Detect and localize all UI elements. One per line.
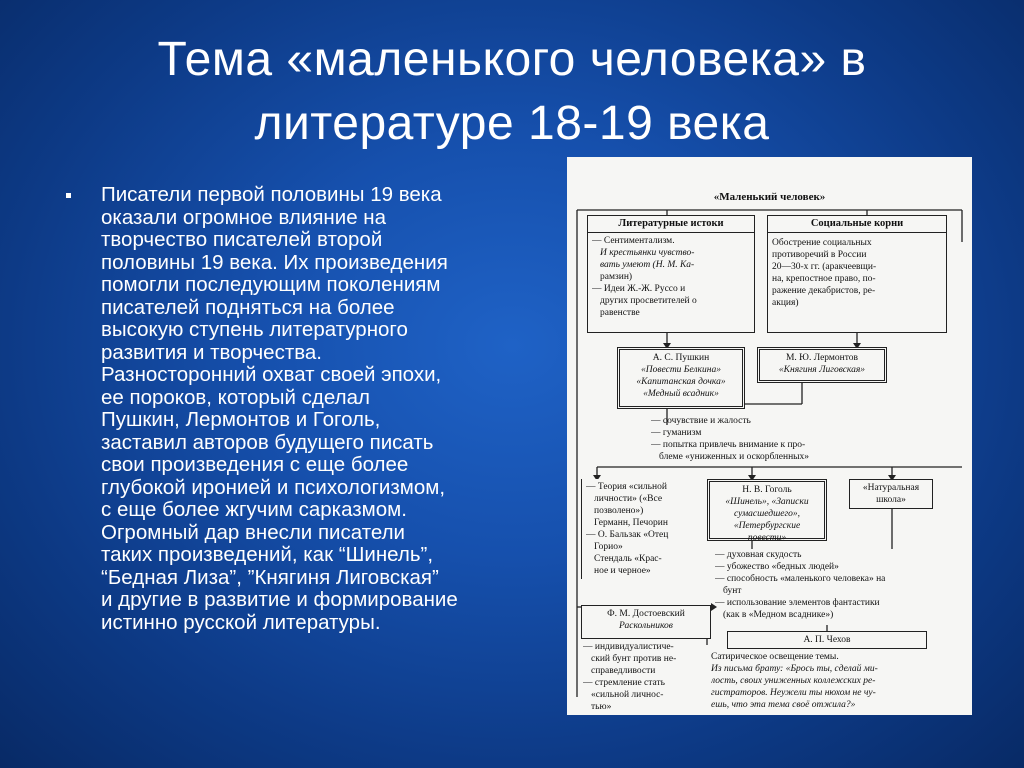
gogol-line: Н. В. Гоголь — [742, 485, 792, 495]
theme2-line: — духовная скудость — [715, 550, 802, 560]
theme-line: — попытка привлечь внимание к про- — [651, 440, 806, 450]
lit-sources-header: Литературные истоки — [618, 218, 724, 229]
lit-line: вать умеют (Н. М. Ка- — [600, 259, 695, 270]
lit-line: равенстве — [600, 307, 640, 318]
lit-line: — Идеи Ж.-Ж. Руссо и — [592, 283, 686, 294]
natural-school-box — [849, 479, 933, 509]
lermontov-line: «Княгиня Лиговская» — [778, 365, 866, 375]
chekhov-text — [711, 651, 961, 711]
pushkin-line: «Медный всадник» — [643, 389, 719, 399]
gogol-line: «Петербургские — [733, 521, 801, 531]
lermontov-box — [757, 347, 887, 383]
social-roots-header: Социальные корни — [810, 218, 904, 229]
social-line: акция) — [772, 297, 799, 308]
lit-line: И крестьянки чувство- — [600, 247, 695, 258]
chekhov-line: Из письма брату: «Брось ты, сделай ми- — [711, 664, 878, 674]
revolt-line: тью» — [591, 702, 612, 712]
bullet-marker — [66, 193, 71, 198]
lermontov-line: М. Ю. Лермонтов — [785, 353, 859, 363]
slide-title — [20, 28, 1004, 156]
themes-1 — [651, 415, 951, 463]
theory-line: Стендаль «Крас- — [594, 554, 662, 564]
revolt-text — [583, 641, 705, 713]
social-line: ражение декабристов, ре- — [772, 285, 876, 296]
social-line: Обострение социальных — [772, 237, 872, 248]
theme2-line: — способность «маленького человека» на — [715, 574, 886, 584]
theory-line: Германн, Печорин — [594, 518, 668, 528]
social-line: 20—30-х гг. (аракчеевщи- — [772, 261, 877, 272]
bullet-text: Писатели первой половины 19 века оказали огромное влияние на творчество писателей второй половины 19 века. Их произведения помогли последующим поколениям писателей подняться на более высокую ступень литературного развития и творчества. Разносторонний охват своей эпохи, ее пороков, который сделал Пушкин, Лермонтов и Гоголь, заставил авторов будущего писать свои произведения с еще более глубокой иронией и психологизмом, с еще более жгучим сарказмом. Огромный дар внесли писатели таких произведений, как “Шинель”, “Бедная Лиза”, ”Княгиня Лиговская” и другие в развитие и формирование истинно русской литературы. — [101, 183, 458, 634]
lit-line: — Сентиментализм. — [592, 235, 675, 246]
theory-line: — О. Бальзак «Отец — [586, 530, 669, 540]
lit-line: рамзин) — [600, 271, 633, 282]
pushkin-line: «Повести Белкина» — [641, 365, 721, 375]
pushkin-line: «Капитанская дочка» — [636, 377, 726, 387]
dostoevsky-line: Раскольников — [619, 621, 673, 631]
theory-line: личности» («Все — [594, 494, 663, 504]
lit-sources-box — [587, 215, 755, 333]
natural-line: школа» — [876, 495, 906, 505]
theory-line: — Теория «сильной — [586, 482, 667, 492]
chekhov-line: ешь, что эта тема своё отжила?» — [711, 700, 856, 710]
revolt-line: — индивидуалистиче- — [583, 642, 674, 652]
social-line: противоречий в России — [772, 249, 867, 260]
gogol-line: сумасшедшего», — [733, 509, 801, 519]
natural-line: «Натуральная — [862, 483, 920, 493]
chekhov-line: гистраторов. Неужели ты нюхом не чу- — [711, 688, 876, 698]
theme-line: — гуманизм — [651, 428, 702, 438]
title-line-2: литературе 18-19 века — [254, 97, 770, 150]
revolt-line: ский бунт против не- — [591, 654, 677, 664]
themes-2 — [715, 549, 965, 621]
dostoevsky-line: Ф. М. Достоевский — [607, 609, 685, 619]
theme2-line: — убожество «бедных людей» — [715, 562, 839, 572]
theory-line: ное и черное» — [594, 566, 651, 576]
lit-line: других просветителей о — [600, 295, 697, 306]
pushkin-line: А. С. Пушкин — [652, 353, 710, 363]
social-line: на, крепостное право, по- — [772, 273, 876, 284]
revolt-line: справедливости — [591, 666, 656, 676]
theme2-line: бунт — [723, 586, 742, 596]
theme-line: блеме «униженных и оскорбленных» — [659, 452, 810, 462]
gogol-line: «Шинель», «Записки — [725, 497, 809, 507]
chekhov-box — [727, 631, 927, 649]
theory-line: Горио» — [594, 542, 623, 552]
revolt-line: «сильной личнос- — [591, 690, 664, 700]
gogol-box — [707, 479, 827, 541]
social-roots-box — [767, 215, 947, 333]
title-line-1: Тема «маленького человека» в — [157, 33, 867, 86]
scheme-title: «Маленький человек» — [713, 191, 826, 203]
scheme-figure — [567, 157, 972, 715]
chekhov-line: Сатирическое освещение темы. — [711, 652, 839, 662]
theory-box — [581, 479, 699, 579]
gogol-line: повести» — [747, 533, 787, 543]
theory-line: позволено») — [594, 506, 644, 516]
theme-line: — сочувствие и жалость — [651, 416, 751, 426]
revolt-line: — стремление стать — [583, 678, 665, 688]
theme2-line: (как в «Медном всаднике») — [723, 610, 834, 620]
chekhov-label: А. П. Чехов — [803, 635, 851, 645]
bullet-list — [58, 184, 558, 634]
dostoevsky-box — [581, 605, 711, 639]
chekhov-line: лость, своих униженных коллежских ре- — [711, 676, 876, 686]
pushkin-box — [617, 347, 745, 409]
theme2-line: — использование элементов фантастики — [715, 598, 880, 608]
